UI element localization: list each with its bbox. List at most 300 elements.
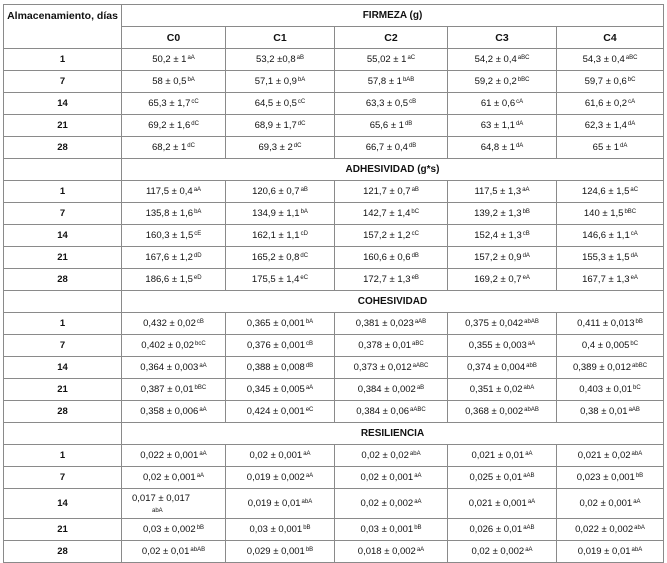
significance-letters: eB	[411, 275, 419, 281]
storage-day: 28	[4, 541, 122, 563]
significance-letters: dC	[187, 143, 195, 149]
value-cell	[448, 519, 557, 541]
mean-sd-value: 66,7 ± 0,4	[365, 142, 408, 153]
mean-sd-value: 186,6 ± 1,5	[145, 274, 193, 285]
significance-letters: aA	[414, 473, 422, 479]
significance-letters: bC	[627, 77, 636, 83]
mean-sd-value: 65,6 ± 1	[369, 120, 404, 131]
mean-sd-value: 0,375 ± 0,042	[465, 318, 524, 329]
significance-letters: aA	[199, 407, 207, 413]
value-cell	[448, 467, 557, 489]
section-title: COHESIVIDAD	[122, 291, 664, 313]
significance-letters: aAB	[523, 473, 535, 479]
value-cell	[226, 137, 335, 159]
value-cell	[557, 269, 664, 291]
table-row	[4, 225, 664, 247]
mean-sd-value: 0,424 ± 0,001	[246, 406, 305, 417]
table-row	[4, 71, 664, 93]
mean-sd-value: 0,017 ± 0,017	[132, 492, 191, 504]
storage-day: 7	[4, 467, 122, 489]
value-cell	[226, 115, 335, 137]
significance-letters: aA	[305, 473, 314, 479]
value-cell	[122, 247, 226, 269]
value-cell	[557, 467, 664, 489]
mean-sd-value: 58 ± 0,5	[152, 76, 187, 87]
mean-sd-value: 0,411 ± 0,013	[577, 318, 635, 329]
mean-sd-value: 167,7 ± 1,3	[582, 274, 630, 285]
value-cell	[226, 247, 335, 269]
mean-sd-value: 0,432 ± 0,02	[143, 318, 196, 329]
mean-sd-value: 0,355 ± 0,003	[468, 340, 527, 351]
mean-sd-value: 0,03 ± 0,001	[249, 524, 303, 535]
significance-letters: bB	[414, 525, 422, 531]
value-cell	[557, 401, 664, 423]
mean-sd-value: 0,019 ± 0,01	[247, 498, 301, 509]
significance-letters: eA	[522, 275, 530, 281]
significance-letters: abA	[409, 451, 421, 457]
value-cell	[335, 137, 448, 159]
mean-sd-value: 160,6 ± 0,6	[363, 252, 411, 263]
significance-letters: aA	[527, 499, 536, 505]
storage-day: 1	[4, 313, 122, 335]
value-cell	[448, 401, 557, 423]
value-cell	[122, 541, 226, 563]
significance-letters: bB	[196, 525, 205, 531]
significance-letters: aA	[525, 451, 533, 457]
mean-sd-value: 169,2 ± 0,7	[474, 274, 522, 285]
mean-sd-value: 0,021 ± 0,01	[471, 450, 525, 461]
mean-sd-value: 62,3 ± 1,4	[584, 120, 627, 131]
mean-sd-value: 69,3 ± 2	[258, 142, 293, 153]
value-cell	[335, 181, 448, 203]
value-cell	[448, 313, 557, 335]
mean-sd-value: 0,022 ± 0,002	[575, 524, 634, 535]
significance-letters: bB	[522, 209, 530, 215]
significance-letters: aA	[196, 473, 205, 479]
value-cell	[335, 357, 448, 379]
mean-sd-value: 0,02 ± 0,001	[579, 498, 633, 509]
mean-sd-value: 59,2 ± 0,2	[474, 76, 517, 87]
value-cell	[226, 519, 335, 541]
mean-sd-value: 65,3 ± 1,7	[148, 98, 191, 109]
table-row	[4, 181, 664, 203]
significance-letters: aAB	[628, 407, 640, 413]
value-cell	[226, 225, 335, 247]
significance-letters: dA	[515, 121, 524, 127]
significance-letters: cA	[628, 99, 636, 105]
significance-letters: aB	[416, 385, 425, 391]
value-cell	[448, 269, 557, 291]
mean-sd-value: 162,1 ± 1,1	[252, 230, 300, 241]
value-cell	[226, 445, 335, 467]
table-body	[4, 5, 664, 563]
significance-letters: eD	[193, 275, 202, 281]
value-cell	[448, 181, 557, 203]
mean-sd-value: 0,374 ± 0,004	[467, 362, 526, 373]
table-row	[4, 541, 664, 563]
mean-sd-value: 172,7 ± 1,3	[363, 274, 411, 285]
mean-sd-value: 0,03 ± 0,002	[142, 524, 196, 535]
table-row	[4, 203, 664, 225]
mean-sd-value: 0,388 ± 0,008	[246, 362, 305, 373]
section-title: FIRMEZA (g)	[122, 5, 664, 27]
value-cell	[226, 181, 335, 203]
section-title: ADHESIVIDAD (g*s)	[122, 159, 664, 181]
value-cell	[335, 519, 448, 541]
value-cell	[226, 541, 335, 563]
mean-sd-value: 0,376 ± 0,001	[246, 340, 306, 351]
value-cell	[122, 93, 226, 115]
mean-sd-value: 65 ± 1	[592, 142, 619, 153]
value-cell	[122, 313, 226, 335]
value-cell	[226, 489, 335, 519]
value-cell	[122, 225, 226, 247]
value-cell	[557, 137, 664, 159]
value-cell	[122, 489, 226, 519]
significance-letters: aB	[411, 187, 419, 193]
storage-day: 21	[4, 379, 122, 401]
significance-letters: aABC	[412, 363, 429, 369]
mean-sd-value: 0,022 ± 0,001	[140, 450, 199, 461]
storage-day: 21	[4, 247, 122, 269]
value-cell	[557, 445, 664, 467]
value-cell	[122, 71, 226, 93]
significance-letters: abA	[301, 499, 313, 505]
mean-sd-value: 0,389 ± 0,012	[572, 362, 632, 373]
mean-sd-value: 0,364 ± 0,003	[140, 362, 199, 373]
mean-sd-value: 0,378 ± 0,01	[358, 340, 412, 351]
storage-day: 21	[4, 519, 122, 541]
value-cell	[448, 541, 557, 563]
value-cell	[122, 49, 226, 71]
significance-letters: bA	[187, 77, 195, 83]
value-cell	[335, 335, 448, 357]
mean-sd-value: 0,021 ± 0,001	[468, 498, 527, 509]
significance-letters: dB	[411, 253, 419, 259]
significance-letters: cD	[300, 231, 308, 237]
significance-letters: cC	[411, 231, 419, 237]
significance-letters: dB	[404, 121, 413, 127]
storage-day: 14	[4, 489, 122, 519]
value-cell	[226, 379, 335, 401]
significance-letters: aA	[193, 187, 202, 193]
value-cell	[557, 541, 664, 563]
significance-letters: dC	[191, 121, 199, 127]
value-cell	[226, 71, 335, 93]
significance-letters: eA	[630, 275, 638, 281]
value-cell	[335, 541, 448, 563]
mean-sd-value: 0,381 ± 0,023	[355, 318, 414, 329]
storage-day: 14	[4, 357, 122, 379]
table-row	[4, 313, 664, 335]
mean-sd-value: 160,3 ± 1,5	[145, 230, 194, 241]
value-cell	[557, 313, 664, 335]
mean-sd-value: 0,365 ± 0,001	[246, 318, 305, 329]
mean-sd-value: 0,021 ± 0,02	[577, 450, 631, 461]
table-row	[4, 519, 664, 541]
value-cell	[226, 357, 335, 379]
value-cell	[557, 225, 664, 247]
section-header-row	[4, 423, 664, 445]
significance-letters: bA	[297, 77, 306, 83]
significance-letters: dB	[305, 363, 314, 369]
mean-sd-value: 157,2 ± 0,9	[474, 252, 522, 263]
significance-letters: dB	[408, 143, 417, 149]
value-cell	[557, 203, 664, 225]
significance-letters: bC	[633, 385, 641, 391]
storage-day: 14	[4, 93, 122, 115]
mean-sd-value: 69,2 ± 1,6	[148, 120, 191, 131]
mean-sd-value: 142,7 ± 1,4	[362, 208, 411, 219]
significance-letters: aBC	[412, 341, 424, 347]
storage-day: 14	[4, 225, 122, 247]
mean-sd-value: 139,2 ± 1,3	[474, 208, 522, 219]
section-header-spacer	[4, 423, 122, 445]
value-cell	[335, 93, 448, 115]
significance-letters: eC	[300, 275, 309, 281]
value-cell	[122, 401, 226, 423]
mean-sd-value: 0,019 ± 0,002	[246, 472, 305, 483]
significance-letters: cC	[191, 99, 199, 105]
mean-sd-value: 0,02 ± 0,001	[360, 472, 414, 483]
value-cell	[448, 203, 557, 225]
mean-sd-value: 0,018 ± 0,002	[357, 546, 416, 557]
significance-letters: cA	[516, 99, 524, 105]
significance-letters: eC	[305, 407, 314, 413]
significance-letters: dD	[193, 253, 202, 259]
mean-sd-value: 54,2 ± 0,4	[474, 54, 517, 65]
mean-sd-value: 0,403 ± 0,01	[579, 384, 633, 395]
storage-day: 7	[4, 335, 122, 357]
mean-sd-value: 140 ± 1,5	[583, 208, 624, 219]
significance-letters: cA	[630, 231, 638, 237]
mean-sd-value: 124,6 ± 1,5	[581, 186, 630, 197]
mean-sd-value: 120,6 ± 0,7	[252, 186, 300, 197]
significance-letters: abAB	[524, 407, 539, 413]
significance-letters: abA	[631, 451, 643, 457]
table-row	[4, 467, 664, 489]
mean-sd-value: 0,023 ± 0,001	[576, 472, 635, 483]
mean-sd-value: 0,387 ± 0,01	[140, 384, 194, 395]
column-header-c2: C2	[335, 27, 448, 49]
mean-sd-value: 0,368 ± 0,002	[465, 406, 524, 417]
mean-sd-value: 117,5 ± 1,3	[474, 186, 522, 197]
mean-sd-value: 68,9 ± 1,7	[254, 120, 297, 131]
value-cell	[335, 203, 448, 225]
significance-letters: bB	[635, 319, 643, 325]
mean-sd-value: 0,02 ± 0,001	[249, 450, 303, 461]
mean-sd-value: 59,7 ± 0,6	[584, 76, 627, 87]
value-cell	[335, 445, 448, 467]
storage-day: 28	[4, 269, 122, 291]
table-row	[4, 335, 664, 357]
table-row	[4, 379, 664, 401]
column-header-c4: C4	[557, 27, 664, 49]
value-cell	[122, 445, 226, 467]
value-cell	[557, 49, 664, 71]
mean-sd-value: 152,4 ± 1,3	[474, 230, 522, 241]
significance-letters: aA	[416, 547, 425, 553]
data-table-container	[3, 4, 664, 563]
significance-letters: aAB	[523, 525, 535, 531]
mean-sd-value: 0,019 ± 0,01	[577, 546, 631, 557]
significance-letters: dA	[515, 143, 524, 149]
significance-letters: bB	[635, 473, 644, 479]
table-row	[4, 93, 664, 115]
value-cell	[448, 71, 557, 93]
value-cell	[122, 181, 226, 203]
value-cell	[122, 335, 226, 357]
section-title: RESILIENCIA	[122, 423, 664, 445]
table-row	[4, 357, 664, 379]
mean-sd-value: 54,3 ± 0,4	[582, 54, 625, 65]
value-cell	[226, 335, 335, 357]
value-cell	[226, 203, 335, 225]
value-cell	[557, 93, 664, 115]
value-cell	[448, 137, 557, 159]
significance-letters: bBC	[517, 77, 530, 83]
significance-letters: aA	[305, 385, 314, 391]
value-cell	[448, 49, 557, 71]
significance-letters: bB	[305, 547, 314, 553]
value-cell	[557, 379, 664, 401]
storage-day: 7	[4, 203, 122, 225]
mean-sd-value: 117,5 ± 0,4	[145, 186, 193, 197]
value-cell	[122, 269, 226, 291]
value-cell	[335, 225, 448, 247]
value-cell	[122, 203, 226, 225]
mean-sd-value: 50,2 ± 1	[152, 54, 187, 65]
mean-sd-value: 155,3 ± 1,5	[582, 252, 630, 263]
significance-letters: aBC	[517, 55, 530, 61]
table-row	[4, 115, 664, 137]
value-cell	[448, 93, 557, 115]
value-cell	[122, 115, 226, 137]
significance-letters: cB	[522, 231, 530, 237]
mean-sd-value: 0,351 ± 0,02	[469, 384, 523, 395]
significance-letters: aAB	[414, 319, 427, 325]
significance-letters: abB	[526, 363, 537, 369]
significance-letters: bBC	[194, 385, 207, 391]
table-row	[4, 247, 664, 269]
value-cell	[448, 445, 557, 467]
significance-letters: dA	[620, 143, 628, 149]
significance-letters: cE	[194, 231, 202, 237]
value-cell	[557, 519, 664, 541]
mean-sd-value: 63,3 ± 0,5	[365, 98, 409, 109]
value-cell	[448, 489, 557, 519]
mean-sd-value: 0,02 ± 0,01	[141, 546, 190, 557]
significance-letters: aB	[296, 55, 304, 61]
value-cell	[122, 137, 226, 159]
significance-letters: aA	[633, 499, 641, 505]
significance-letters: dC	[300, 253, 309, 259]
mean-sd-value: 0,025 ± 0,01	[469, 472, 523, 483]
storage-day: 1	[4, 445, 122, 467]
section-header-spacer	[4, 291, 122, 313]
mean-sd-value: 0,384 ± 0,06	[356, 406, 410, 417]
mean-sd-value: 0,029 ± 0,001	[246, 546, 305, 557]
column-header-c1: C1	[226, 27, 335, 49]
mean-sd-value: 68,2 ± 1	[152, 142, 187, 153]
mean-sd-value: 61 ± 0,6	[480, 98, 516, 109]
mean-sd-value: 0,345 ± 0,005	[246, 384, 305, 395]
mean-sd-value: 53,2 ±0,8	[256, 54, 296, 65]
significance-letters: aA	[527, 341, 536, 347]
value-cell	[557, 115, 664, 137]
storage-days-header: Almacenamiento, días	[4, 5, 122, 49]
mean-sd-value: 57,1 ± 0,9	[254, 76, 297, 87]
table-row	[4, 269, 664, 291]
results-table	[3, 4, 664, 563]
value-cell	[557, 181, 664, 203]
mean-sd-value: 121,7 ± 0,7	[363, 186, 411, 197]
significance-letters: abA	[631, 547, 643, 553]
column-header-c0: C0	[122, 27, 226, 49]
table-row	[4, 401, 664, 423]
value-cell	[122, 519, 226, 541]
significance-letters: dC	[293, 143, 302, 149]
significance-letters: bA	[300, 209, 308, 215]
significance-letters: aC	[407, 55, 416, 61]
significance-letters: aA	[199, 451, 207, 457]
significance-letters: dA	[522, 253, 530, 259]
significance-letters: abA	[152, 507, 163, 514]
mean-sd-value: 64,8 ± 1	[480, 142, 515, 153]
value-cell	[226, 269, 335, 291]
significance-letters: dA	[627, 121, 636, 127]
significance-letters: cB	[196, 319, 204, 325]
value-cell	[335, 313, 448, 335]
mean-sd-value: 57,8 ± 1	[367, 76, 402, 87]
value-cell	[448, 335, 557, 357]
significance-letters: aA	[303, 451, 311, 457]
mean-sd-value: 0,02 ± 0,002	[471, 546, 525, 557]
significance-letters: cB	[409, 99, 417, 105]
value-cell	[335, 71, 448, 93]
header-row-1	[4, 5, 664, 27]
value-cell	[448, 357, 557, 379]
column-header-c3: C3	[448, 27, 557, 49]
value-cell	[557, 357, 664, 379]
value-cell	[226, 467, 335, 489]
mean-sd-value: 134,9 ± 1,1	[252, 208, 300, 219]
value-cell	[557, 247, 664, 269]
section-header-spacer	[4, 159, 122, 181]
mean-sd-value: 135,8 ± 1,6	[145, 208, 194, 219]
value-cell	[335, 467, 448, 489]
significance-letters: bA	[194, 209, 202, 215]
mean-sd-value: 165,2 ± 0,8	[251, 252, 300, 263]
significance-letters: cB	[306, 341, 314, 347]
significance-letters: bC	[630, 341, 639, 347]
significance-letters: aBC	[625, 55, 638, 61]
significance-letters: bcC	[195, 341, 206, 347]
significance-letters: cC	[297, 99, 306, 105]
value-cell	[557, 489, 664, 519]
value-cell	[557, 71, 664, 93]
significance-letters: bAB	[402, 77, 415, 83]
value-cell	[335, 49, 448, 71]
mean-sd-value: 157,2 ± 1,2	[363, 230, 411, 241]
value-cell	[226, 49, 335, 71]
significance-letters: bC	[411, 209, 420, 215]
mean-sd-value: 167,6 ± 1,2	[145, 252, 193, 263]
table-row	[4, 489, 664, 519]
mean-sd-value: 0,38 ± 0,01	[580, 406, 628, 417]
mean-sd-value: 61,6 ± 0,2	[584, 98, 628, 109]
significance-letters: dC	[297, 121, 306, 127]
